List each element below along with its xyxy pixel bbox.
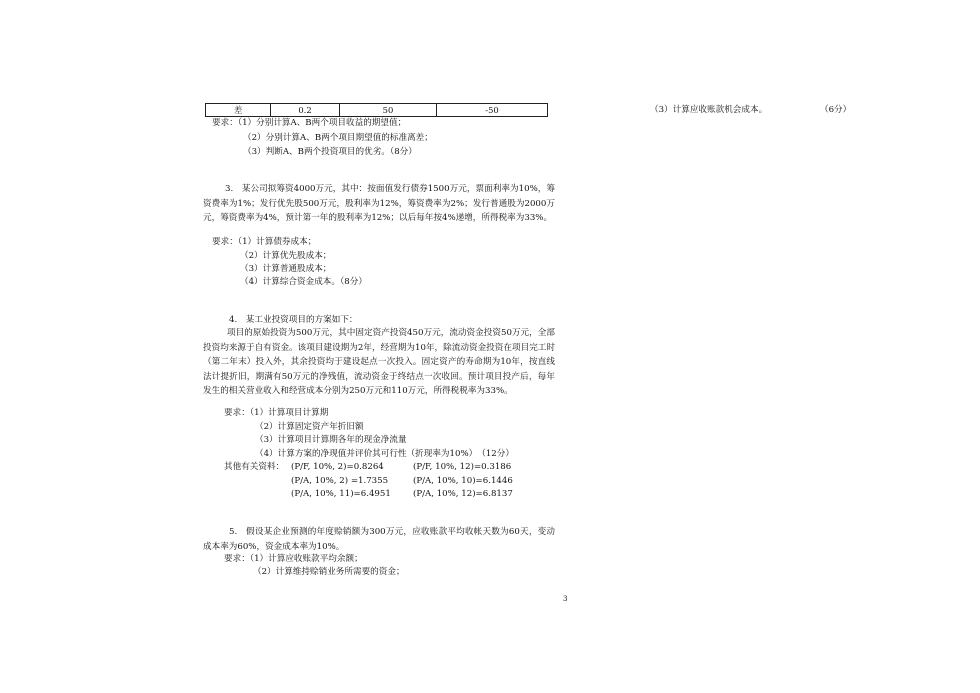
variance-table bbox=[205, 103, 548, 117]
table-cell: 50 bbox=[340, 104, 437, 117]
q4-requirement-1: 要求：（1）计算项目计算期 bbox=[224, 408, 329, 418]
page-number: 3 bbox=[563, 595, 568, 603]
factor-value: (P/A, 10%, 12)=6.8137 bbox=[413, 489, 513, 499]
q3-requirement-2: （2）计算优先股成本； bbox=[240, 251, 332, 261]
factor-value: (P/A, 10%, 11)=6.4951 bbox=[291, 489, 391, 499]
q4-requirement-4: （4）计算方案的净现值并评价其可行性（折现率为10%） （12分） bbox=[255, 449, 514, 459]
factor-value: (P/F, 10%, 12)=0.3186 bbox=[413, 462, 512, 472]
q4-title: 4. 某工业投资项目的方案如下： bbox=[229, 315, 358, 325]
q3-requirement-1: 要求：（1）计算债券成本； bbox=[212, 237, 317, 247]
table-cell: -50 bbox=[437, 104, 548, 117]
q4-reference-label: 其他有关资料： bbox=[224, 462, 285, 472]
q4-requirement-3: （3）计算项目计算期各年的现金净流量 bbox=[255, 435, 407, 445]
q4-body: 项目的原始投资为500万元，其中固定资产投资450万元，流动资金投资50万元，全部投资均来源于自有资金。该项目建设期为2年，经营期为10年，除流动资金投资在项目完工时（第二年末）投入外，其余投资均于建设起点一次投入。固定资产的寿命期为10年，按直线法计提折旧，期满有50万元的净残值，流动资金于终结点一次收回。预计项目投产后，每年发生的相关营业收入和经营成本分别为250万元和110万元，所得税税率为33%。 bbox=[203, 328, 555, 397]
right-column-score: （6分） bbox=[820, 105, 852, 115]
q5-body: 5. 假设某企业预测的年度赊销额为300万元，应收账款平均收帐天数为60天，变动成本率为60%，资金成本率为10%。 bbox=[203, 527, 555, 552]
table-cell-label: 差 bbox=[206, 104, 271, 117]
factor-value: (P/A, 10%, 10)=6.1446 bbox=[413, 476, 513, 486]
factor-value: (P/A, 10%, 2) =1.7355 bbox=[291, 476, 389, 486]
q3-body: 3. 某公司拟筹资4000万元，其中：按面值发行债券1500万元，票面利率为10%，筹资费率为1%；发行优先股500万元，股利率为12%，筹资费率为2%；发行普通股为2000万元，筹资费率为4%，预计第一年的股利率为12%；以后每年按4%递增，所得税率为33%。 bbox=[203, 184, 555, 224]
q3-requirement-3: （3）计算普通股成本； bbox=[240, 264, 332, 274]
q4-requirement-2: （2）计算固定资产年折旧额 bbox=[255, 422, 364, 432]
q5-requirement-1: 要求：（1）计算应收账款平均余额； bbox=[224, 554, 363, 564]
q2-requirement-3: （3）判断A、B两个投资项目的优劣。（8分） bbox=[243, 147, 417, 157]
q3-requirement-4: （4）计算综合资金成本。（8分） bbox=[240, 277, 367, 287]
q5-requirement-2: （2）计算维持赊销业务所需要的资金； bbox=[253, 567, 405, 577]
q2-requirement-1: 要求：（1）分别计算A、B两个项目收益的期望值； bbox=[212, 118, 407, 128]
q2-requirement-2: （2）分别计算A、B两个项目期望值的标准离差； bbox=[243, 133, 433, 143]
factor-value: (P/F, 10%, 2)=0.8264 bbox=[291, 462, 384, 472]
table-cell: 0.2 bbox=[271, 104, 340, 117]
right-column-item: （3）计算应收账款机会成本。 bbox=[650, 105, 768, 115]
table-row bbox=[206, 104, 548, 117]
